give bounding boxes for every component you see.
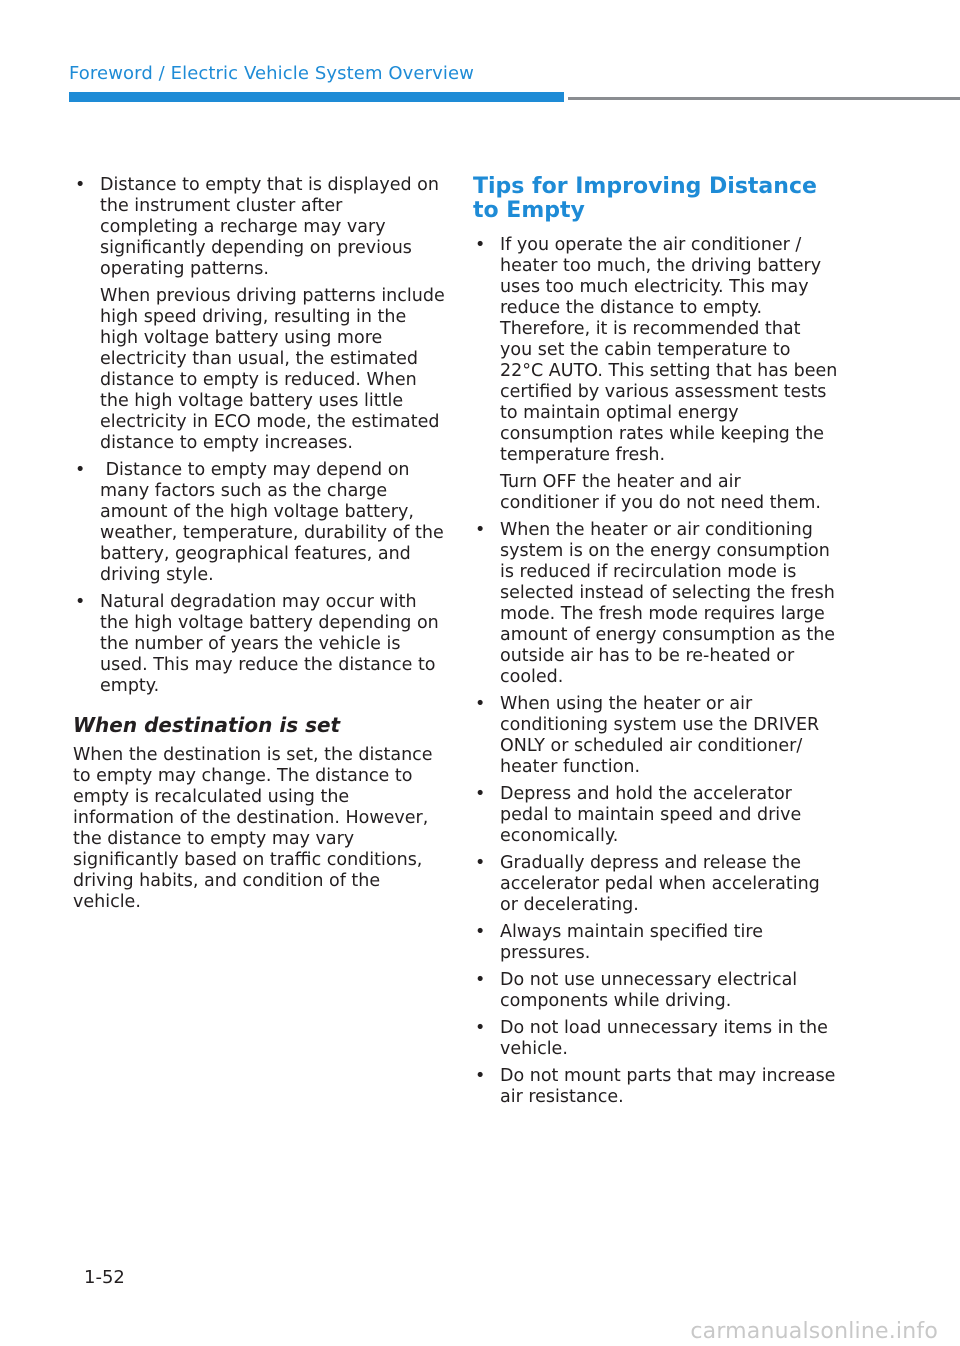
bullet-text: If you operate the air conditioner / heater too much, the driving battery uses too much electricity. This may reduce the distance to empty. Therefore, it is recommended that you set the cabin temperature to 22°C AUTO. This setting that has been certified by various assessment tests to maintain optimal energy consumption rates while keeping the temperature fresh. (500, 235, 838, 465)
bullet-icon: • (475, 1018, 486, 1038)
bullet-text: Do not use unnecessary electrical components while driving. (500, 970, 798, 1011)
bullet-icon: • (75, 592, 86, 612)
bullet-icon: • (475, 1066, 486, 1086)
bullet-text: Depress and hold the accelerator pedal to maintain speed and drive economically. (500, 784, 802, 846)
list-item (73, 175, 445, 454)
bullet-icon: • (75, 175, 86, 195)
list-item (473, 784, 838, 847)
list-item (73, 460, 450, 586)
tips-heading: Tips for Improving Distance to Empty (473, 174, 817, 223)
left-bullet-list (73, 175, 450, 697)
bullet-text: Do not load unnecessary items in the vehicle. (500, 1018, 828, 1059)
bullet-text: Turn OFF the heater and air conditioner if you do not need them. (500, 472, 821, 513)
bullet-text: When previous driving patterns include high speed driving, resulting in the high voltage battery using more electricity than usual, the estimated distance to empty is reduced. When the high voltage battery uses little electricity in ECO mode, the estimated distance to empty increases. (100, 286, 445, 453)
page-number: 1-52 (84, 1267, 125, 1288)
list-item (73, 592, 445, 697)
destination-heading: When destination is set (73, 713, 341, 737)
bullet-text: Do not mount parts that may increase air resistance. (500, 1066, 836, 1107)
list-item (473, 694, 838, 778)
header-title: Foreword / Electric Vehicle System Overview (69, 63, 474, 84)
list-item (473, 970, 838, 1012)
bullet-text: Always maintain specified tire pressures. (500, 922, 763, 963)
watermark: carmanualsonline.info (690, 1319, 938, 1344)
bullet-icon: • (75, 460, 86, 480)
right-column (473, 175, 838, 1114)
bullet-text: When the heater or air conditioning system is on the energy consumption is reduced if recirculation mode is selected instead of selecting the fresh mode. The fresh mode requires large amount of energy consumption as the outside air has to be re-heated or cooled. (500, 520, 836, 687)
list-item (473, 853, 838, 916)
header-rule-blue (69, 92, 564, 102)
header-rule-gray (568, 97, 960, 100)
bullet-icon: • (475, 853, 486, 873)
list-item (473, 922, 838, 964)
bullet-icon: • (475, 694, 486, 714)
bullet-icon: • (475, 922, 486, 942)
bullet-icon: • (475, 235, 486, 255)
bullet-text: Gradually depress and release the accelerator pedal when accelerating or decelerating. (500, 853, 820, 915)
bullet-icon: • (475, 970, 486, 990)
list-item (473, 235, 838, 514)
left-column (73, 175, 450, 913)
destination-text: When the destination is set, the distance to empty may change. The distance to empty is recalculated using the information of the destination. However, the distance to empty may vary significantly based on traffic conditions, driving habits, and condition of the vehicle. (73, 745, 433, 912)
list-item (473, 1018, 838, 1060)
list-item (473, 520, 838, 688)
list-item (473, 1066, 838, 1108)
bullet-text: When using the heater or air conditioning system use the DRIVER ONLY or scheduled air conditioner/ heater function. (500, 694, 820, 777)
tips-bullet-list (473, 235, 838, 1108)
bullet-text: Distance to empty may depend on many factors such as the charge amount of the high voltage battery, weather, temperature, durability of the battery, geographical features, and driving style. (100, 460, 450, 585)
bullet-icon: • (475, 784, 486, 804)
bullet-text: Natural degradation may occur with the high voltage battery depending on the number of years the vehicle is used. This may reduce the distance to empty. (100, 592, 439, 696)
bullet-icon: • (475, 520, 486, 540)
bullet-text: Distance to empty that is displayed on the instrument cluster after completing a recharge may vary significantly depending on previous operating patterns. (100, 175, 439, 279)
